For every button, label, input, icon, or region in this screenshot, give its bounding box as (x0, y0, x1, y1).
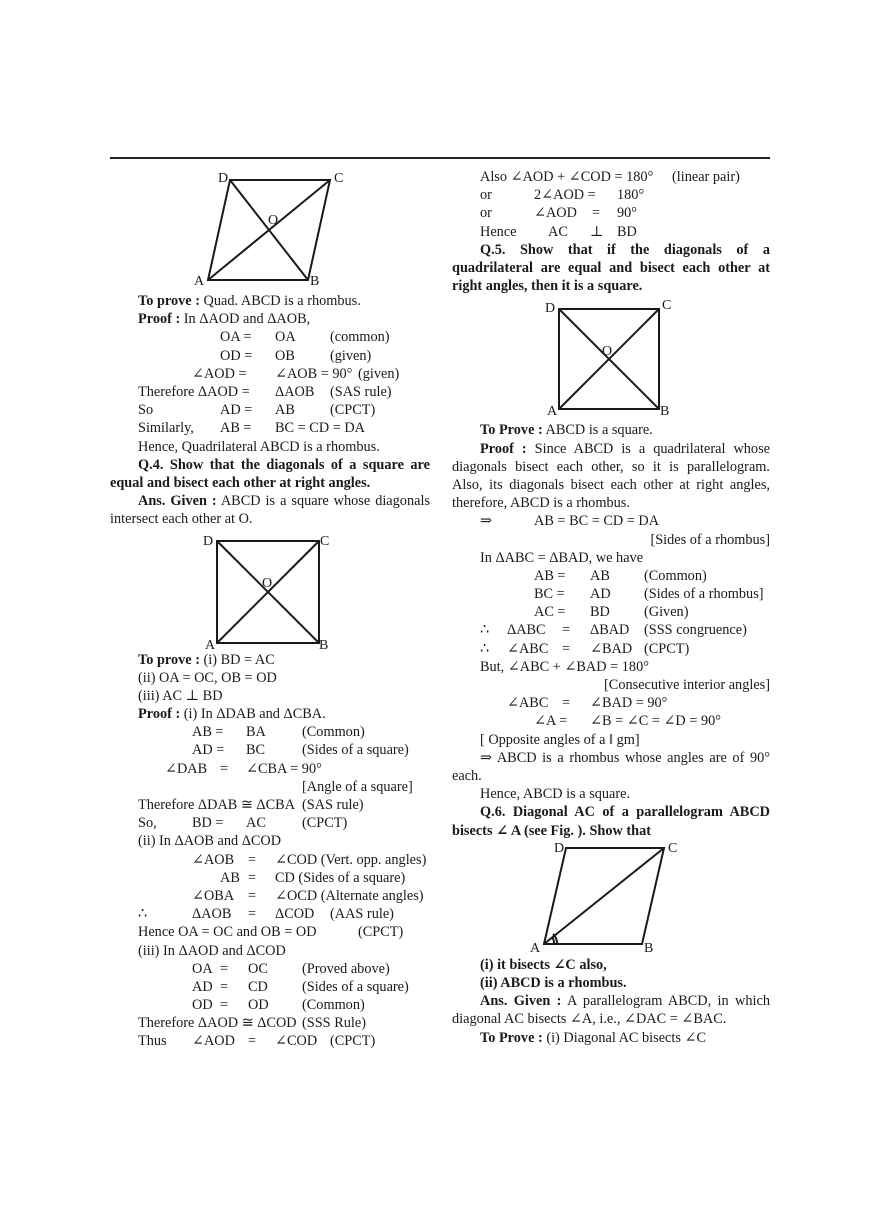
to-prove-heading: To Prove : (480, 1029, 543, 1046)
proof-row: Also ∠AOD + ∠COD = 180° (linear pair) (480, 169, 740, 185)
vertex-label-d: D (545, 301, 556, 317)
question-6: Q.6. Diagonal AC of a parallelogram ABCD bisects ∠ A (see Fig. ). Show that (452, 804, 770, 839)
to-prove-item: (iii) AC ⊥ BD (138, 687, 223, 704)
square-figure (110, 529, 430, 651)
proof-row: ∠ABC = ∠BAD = 90° (507, 695, 668, 712)
vertex-label-b: B (644, 940, 654, 956)
proof-row: Therefore ΔAOD = ΔAOB (SAS rule) (138, 383, 392, 400)
proof-row: ⇒ AB = BC = CD = DA (480, 513, 660, 530)
proof-row: In ΔABC = ΔBAD, we have (480, 549, 644, 566)
proof-row: OD = OD (Common) (192, 997, 365, 1014)
proof-row: (iii) In ΔAOD and ΔCOD (138, 942, 286, 959)
vertex-label-c: C (662, 298, 672, 314)
proof-heading: Proof : (138, 706, 181, 723)
proof-row: [Sides of a rhombus] (650, 531, 770, 548)
proof-row: AB = CD (Sides of a square) (220, 869, 406, 886)
square-figure (452, 295, 770, 421)
proof-row: ∠A = ∠B = ∠C = ∠D = 90° (534, 713, 721, 730)
given-heading: Ans. Given : (480, 993, 562, 1010)
parallelogram-figure (452, 840, 770, 956)
vertex-label-a: A (205, 637, 216, 651)
proof-row: ∠DAB = ∠CBA = 90° (165, 760, 322, 777)
to-prove-heading: To prove : (138, 651, 200, 668)
proof-row: AB = BA (Common) (192, 724, 365, 741)
question-part-ii: (ii) ABCD is a rhombus. (480, 974, 627, 991)
proof-row: Hence OA = OC and OB = OD (CPCT) (138, 924, 404, 941)
proof-row: AC = BD (Given) (534, 604, 689, 621)
proof-row: Thus ∠AOD = ∠COD (CPCT) (138, 1033, 376, 1050)
vertex-label-d: D (218, 171, 229, 186)
proof-heading: Proof : (480, 440, 527, 457)
vertex-label-c: C (334, 171, 344, 186)
vertex-label-d: D (203, 533, 214, 549)
proof-heading: Proof : (138, 311, 181, 328)
vertex-label-c: C (668, 840, 678, 856)
to-prove-text: ABCD is a square. (542, 422, 653, 439)
proof-row: AD = CD (Sides of a square) (192, 978, 409, 995)
header-rule (110, 157, 770, 159)
vertex-label-b: B (660, 404, 670, 420)
proof-row: So, BD = AC (CPCT) (138, 815, 348, 832)
proof-row: ∠AOD = ∠AOB = 90° (given) (192, 365, 400, 382)
question-5: Q.5. Show that if the diagonals of a quadrilateral are equal and bisect each other at right angles, then it is a square. (452, 241, 770, 295)
center-label-o: O (268, 213, 279, 228)
proof-row: Therefore ΔAOD ≅ ΔCOD (SSS Rule) (138, 1015, 366, 1032)
proof-row: So AD = AB (CPCT) (138, 402, 376, 419)
proof-row: ⇒ ABCD is a rhombus whose angles are of 90° each. (452, 749, 770, 784)
proof-row: ∴ ΔAOB = ΔCOD (AAS rule) (138, 906, 394, 923)
proof-row: Similarly, AB = BC = CD = DA (138, 420, 366, 437)
proof-row: (ii) In ΔAOB and ΔCOD (138, 833, 282, 850)
proof-row: [ Opposite angles of a ‖ gm] (480, 731, 640, 748)
proof-text: (i) In ΔDAB and ΔCBA. (180, 706, 326, 723)
to-prove-text: Quad. ABCD is a rhombus. (199, 293, 361, 309)
proof-row: ∠OBA = ∠OCD (Alternate angles) (192, 887, 424, 904)
proof-paragraph (452, 440, 770, 513)
proof-text: Since ABCD is a quadrilateral whose diagonals bisect each other, so it is parallelogram. Also, its diagonals bisect each other at right angles, therefore, ABCD is a rhombus. (452, 440, 770, 512)
vertex-label-a: A (547, 404, 558, 420)
center-label-o: O (262, 575, 273, 591)
proof-row: Hence, ABCD is a square. (480, 786, 631, 803)
to-prove-text: (i) Diagonal AC bisects ∠C (542, 1029, 707, 1046)
center-label-o: O (602, 344, 613, 360)
proof-row: or 2∠AOD = 180° (480, 187, 645, 204)
left-column (110, 168, 430, 1051)
proof-row: AD = BC (Sides of a square) (192, 742, 409, 759)
rhombus-figure (110, 168, 430, 288)
proof-row: ∠AOB = ∠COD (Vert. opp. angles) (192, 851, 427, 868)
question-part-i: (i) it bisects ∠C also, (480, 956, 607, 973)
given-text: ABCD is a square whose diagonals intersect each other at O. (110, 493, 430, 528)
vertex-label-a: A (530, 940, 541, 956)
proof-row: AB = AB (Common) (534, 567, 707, 584)
vertex-label-b: B (319, 637, 329, 651)
proof-row: OA = OA (common) (220, 329, 390, 346)
vertex-label-a: A (194, 274, 205, 288)
vertex-label-c: C (320, 533, 330, 549)
vertex-label-b: B (310, 274, 320, 288)
given-paragraph (452, 992, 770, 1028)
to-prove-item: (ii) OA = OC, OB = OD (138, 669, 277, 686)
proof-row: [Angle of a square] (302, 778, 413, 795)
proof-row: or ∠AOD = 90° (480, 205, 638, 222)
proof-row: OA = OC (Proved above) (192, 960, 390, 977)
proof-row: BC = AD (Sides of a rhombus] (534, 586, 764, 603)
proof-text: In ΔAOD and ΔAOB, (180, 311, 311, 328)
to-prove-heading: To prove : (138, 293, 200, 309)
given-paragraph (110, 492, 430, 528)
given-heading: Ans. Given : (138, 493, 217, 510)
proof-row: But, ∠ABC + ∠BAD = 180° (480, 658, 649, 675)
right-column (452, 168, 770, 1047)
proof-row: [Consecutive interior angles] (604, 677, 770, 694)
conclusion-line: Hence, Quadrilateral ABCD is a rhombus. (138, 438, 380, 455)
given-text: A parallelogram ABCD, in which diagonal AC bisects ∠A, i.e., ∠DAC = ∠BAC. (452, 993, 770, 1028)
proof-row: Hence AC ⊥ BD (480, 223, 637, 240)
proof-row: ∴ ∠ABC = ∠BAD (CPCT) (480, 640, 690, 657)
proof-row: OD = OB (given) (220, 347, 372, 364)
proof-row: ∴ ΔABC = ΔBAD (SSS congruence) (480, 622, 747, 639)
question-4: Q.4. Show that the diagonals of a square are equal and bisect each other at right angles. (110, 456, 430, 491)
vertex-label-d: D (554, 840, 565, 856)
to-prove-text: (i) BD = AC (199, 651, 275, 668)
proof-row: Therefore ΔDAB ≅ ΔCBA (SAS rule) (138, 797, 364, 813)
to-prove-heading: To Prove : (480, 422, 543, 439)
